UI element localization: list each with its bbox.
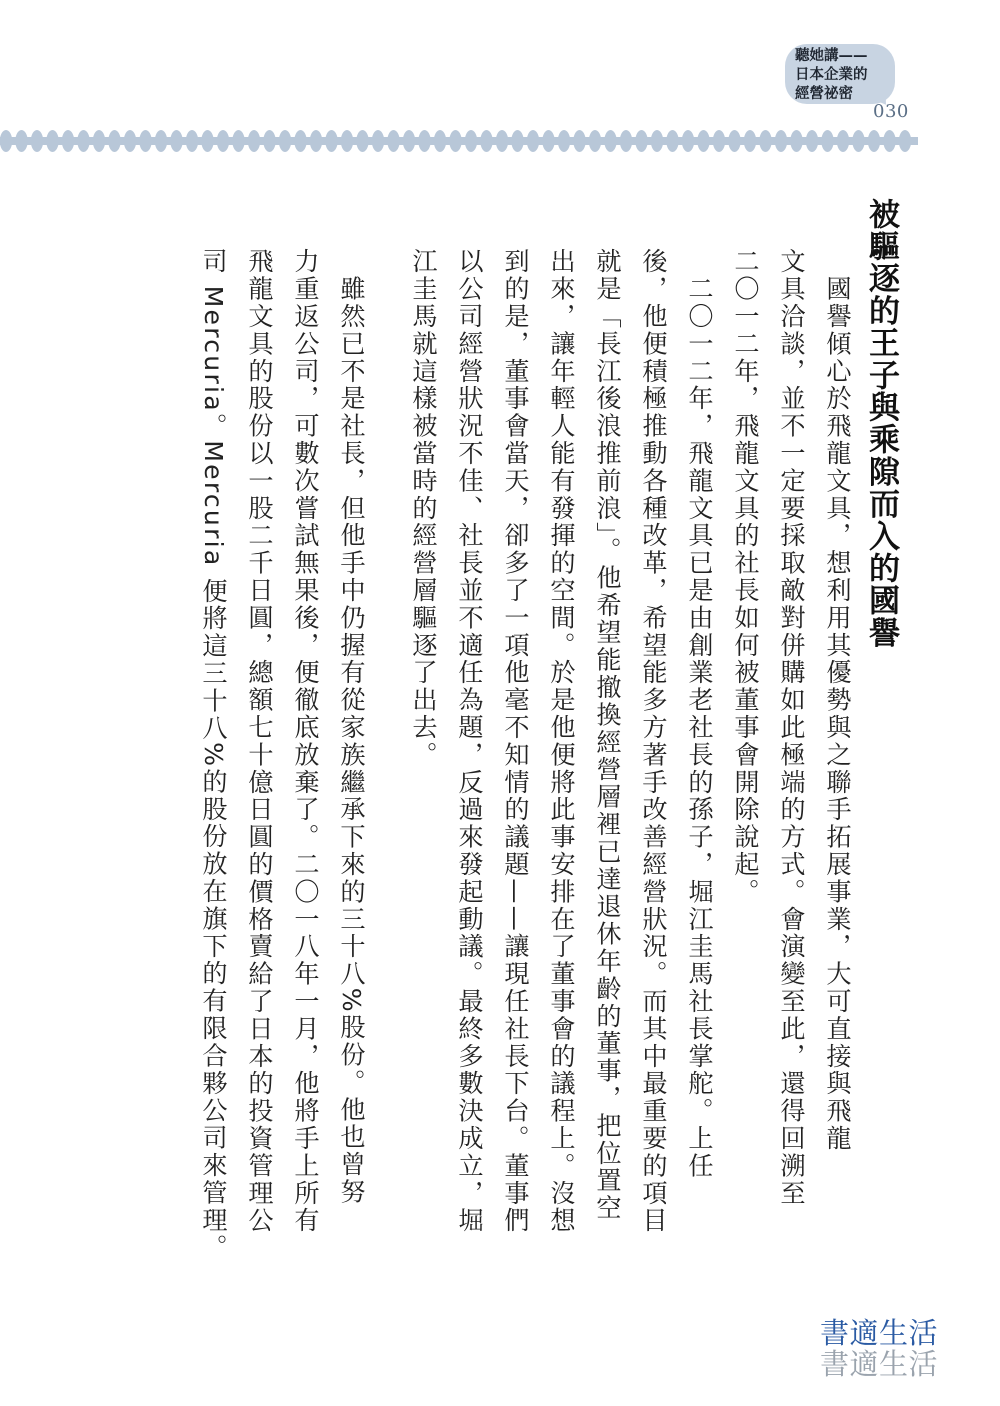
band-dot — [480, 130, 492, 152]
band-dot — [279, 130, 291, 152]
band-dot — [372, 130, 384, 152]
band-dot — [821, 130, 833, 152]
band-dot — [790, 130, 802, 152]
band-dot — [248, 130, 260, 152]
text-column: 就是「長江後浪推前浪」。他希望能撤換經營層裡已達退休年齡的董事，把位置空 — [593, 248, 622, 1222]
band-dot — [682, 130, 694, 152]
band-dot — [558, 130, 570, 152]
band-dot — [155, 130, 167, 152]
band-dot — [403, 130, 415, 152]
band-dot — [232, 130, 244, 152]
band-dot — [31, 130, 43, 152]
band-dot — [93, 130, 105, 152]
band-dot — [496, 130, 508, 152]
band-dot — [573, 130, 585, 152]
page-number: 030 — [873, 101, 909, 122]
band-dot — [0, 130, 12, 152]
band-dot — [356, 130, 368, 152]
text-column: 二〇一二年，飛龍文具的社長如何被董事會開除說起。 — [731, 248, 760, 906]
band-dot — [697, 130, 709, 152]
text-column: 到的是，董事會當天，卻多了一項他毫不知情的議題——讓現任社長下台。董事們 — [501, 248, 530, 1235]
band-dot — [589, 130, 601, 152]
publisher-logo — [820, 1318, 950, 1380]
publisher-logo-echo: 書適生活 — [820, 1347, 939, 1381]
band-dot — [217, 130, 229, 152]
band-dot — [124, 130, 136, 152]
band-dot — [418, 130, 430, 152]
band-dot — [62, 130, 74, 152]
band-dot — [666, 130, 678, 152]
book-title-line-3: 經營祕密 — [795, 86, 853, 102]
band-dot — [294, 130, 306, 152]
decorative-band — [0, 128, 918, 154]
book-title — [795, 47, 895, 104]
section-heading: 被驅逐的王子與乘隙而入的國譽 — [863, 198, 899, 649]
band-dot — [883, 130, 895, 152]
band-dot — [310, 130, 322, 152]
band-dot — [620, 130, 632, 152]
text-column: 飛龍文具的股份以一股二千日圓，總額七十億日圓的價格賣給了日本的投資管理公 — [245, 248, 274, 1235]
text-column: 出來，讓年輕人能有發揮的空間。於是他便將此事安排在了董事會的議程上。沒想 — [547, 248, 576, 1235]
band-dot — [186, 130, 198, 152]
band-dot — [728, 130, 740, 152]
text-column: 司 Mercuria。Mercuria 便將這三十八%的股份放在旗下的有限合夥公司來管理。 — [199, 248, 228, 1262]
band-dot — [139, 130, 151, 152]
publisher-logo-primary: 書適生活 — [820, 1316, 939, 1350]
band-dot — [170, 130, 182, 152]
band-dot — [449, 130, 461, 152]
band-dot — [759, 130, 771, 152]
band-dot — [77, 130, 89, 152]
band-dot — [868, 130, 880, 152]
band-dot — [713, 130, 725, 152]
band-dot — [651, 130, 663, 152]
text-column: 江圭馬就這樣被當時的經營層驅逐了出去。 — [409, 248, 438, 769]
band-dot — [635, 130, 647, 152]
band-dot — [852, 130, 864, 152]
band-dot — [511, 130, 523, 152]
band-dot — [341, 130, 353, 152]
band-dot — [387, 130, 399, 152]
text-column: 後，他便積極推動各種改革，希望能多方著手改善經營狀況。而其中最重要的項目 — [639, 248, 668, 1235]
band-dot — [434, 130, 446, 152]
text-column: 力重返公司，可數次嘗試無果後，便徹底放棄了。二〇一八年一月，他將手上所有 — [291, 248, 320, 1235]
band-dot — [465, 130, 477, 152]
band-dot — [15, 130, 27, 152]
text-column: 二〇一二年，飛龍文具已是由創業老社長的孫子，堀江圭馬社長掌舵。上任 — [685, 248, 714, 1180]
band-dot — [604, 130, 616, 152]
band-dot — [806, 130, 818, 152]
band-dot — [108, 130, 120, 152]
band-dot — [542, 130, 554, 152]
band-dot — [899, 130, 911, 152]
text-column: 以公司經營狀況不佳、社長並不適任為題，反過來發起動議。最終多數決成立，堀 — [455, 248, 484, 1235]
band-dot — [837, 130, 849, 152]
band-dot — [263, 130, 275, 152]
text-column: 雖然已不是社長，但他手中仍握有從家族繼承下來的三十八%股份。他也曾努 — [337, 248, 366, 1206]
text-column: 國譽傾心於飛龍文具，想利用其優勢與之聯手拓展事業，大可直接與飛龍 — [823, 248, 852, 1153]
band-dot — [325, 130, 337, 152]
band-dot — [46, 130, 58, 152]
band-dot — [775, 130, 787, 152]
band-dot — [527, 130, 539, 152]
book-title-line-1: 聽她講—— — [795, 48, 868, 64]
band-dot — [744, 130, 756, 152]
band-dot — [201, 130, 213, 152]
book-title-line-2: 日本企業的 — [795, 67, 868, 83]
text-column: 文具洽談，並不一定要採取敵對併購如此極端的方式。會演變至此，還得回溯至 — [777, 248, 806, 1207]
